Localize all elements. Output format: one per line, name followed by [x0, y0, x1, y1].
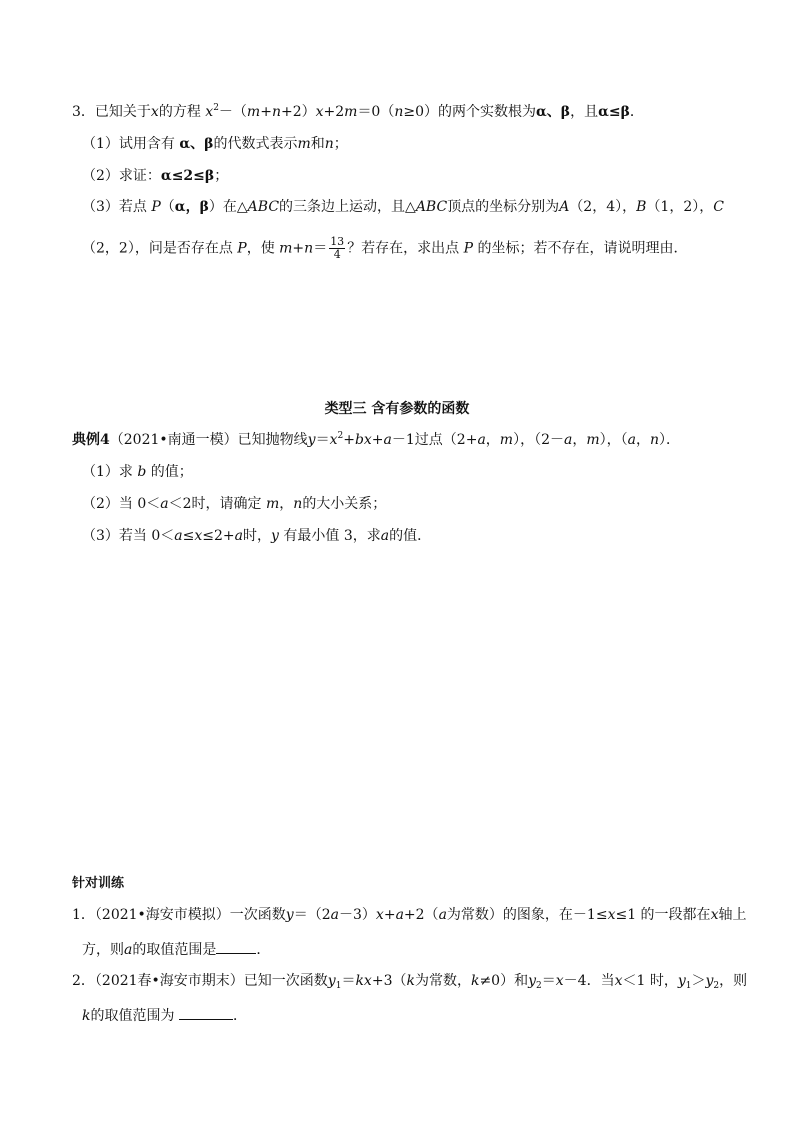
example4-part1: （1）求 b 的值； — [82, 464, 193, 480]
section-title: 类型三 含有参数的函数 — [324, 401, 470, 417]
q3-part1: （1）试用含有 α、β的代数式表示m和n； — [82, 136, 348, 152]
answer-blank[interactable] — [216, 939, 256, 954]
training-title: 针对训练 — [72, 876, 125, 891]
example4-part3: （3）若当 0＜a≤x≤2+a时，y 有最小值 3，求a的值． — [82, 528, 432, 544]
answer-blank[interactable] — [179, 1005, 233, 1020]
q3-stem: 3．已知关于x的方程 $x^2-(m+n+2)x+2m=0(n\ge 0)$的两个实数根为α、β，且α≤β． — [72, 103, 644, 120]
training-q2-line2: k的取值范围为 ． — [82, 1005, 247, 1026]
fraction-13-4: $\frac{13}{4}$ — [330, 235, 345, 261]
q3-part3-line2: （2，2），问是否存在点 P，使 m+n＝ $\frac{13}{4}$ ？若存在，求出点 P 的坐标；若不存在，请说明理由． — [82, 235, 688, 261]
q3-part3-line1: （3）若点 P（α，β）在△ABC的三条边上运动，且△ABC顶点的坐标分别为A（2，4），B（1，2），C — [82, 199, 724, 215]
training-q1-line1: 1．（2021•海安市模拟）一次函数y＝（2a－3）x+a+2（a为常数）的图象，在－1≤x≤1 的一段都在x轴上 — [72, 907, 747, 923]
q3-part2: （2）求证：α≤2≤β； — [82, 168, 229, 184]
training-q1-line2: 方，则a的取值范围是 ． — [82, 939, 270, 960]
example4-part2: （2）当 0＜a＜2时，请确定 m，n的大小关系； — [82, 496, 387, 512]
training-q2-line1: 2．（2021春•海安市期末）已知一次函数$y_1=kx+3(k$为常数，k≠0）和$y_2=x-4$．当x＜1 时，$y_1>y_2$，则 — [72, 973, 748, 991]
example4-stem: 典例4（2021•南通一模）已知抛物线$y=x^2+bx+a-1$过点（2+a，m），（2－a，m），（a，n）． — [72, 431, 681, 448]
